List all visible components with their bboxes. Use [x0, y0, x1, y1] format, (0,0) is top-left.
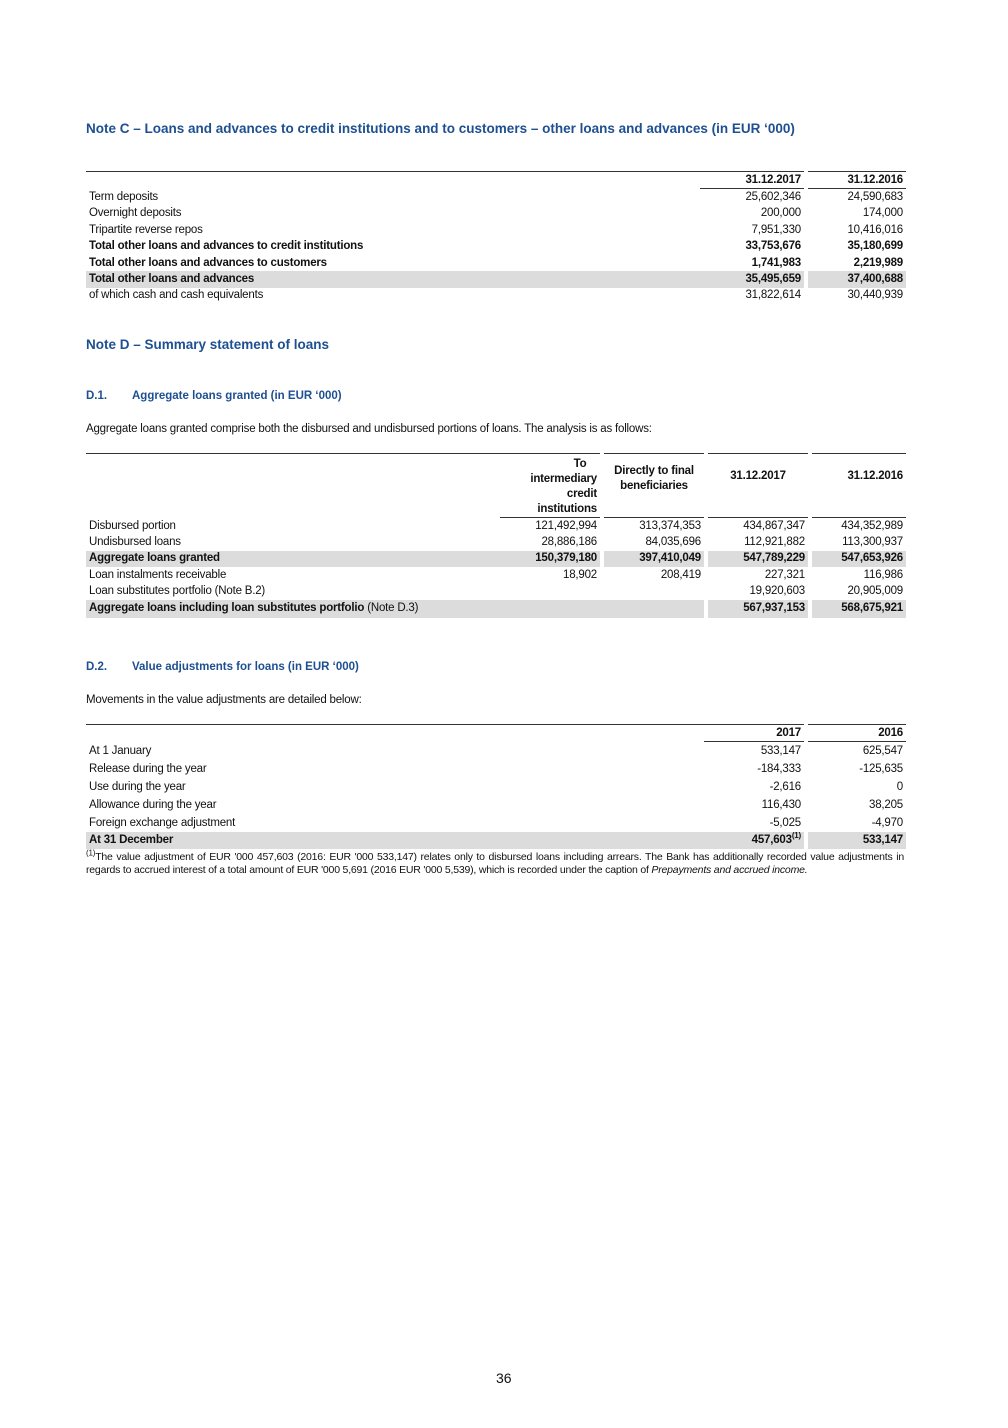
footnote-caption: Prepayments and accrued income.: [651, 864, 808, 876]
table-row-total: Aggregate loans including loan substitutes portfolio (Note D.3) 567,937,153 568,675,921: [86, 600, 906, 618]
d2-intro: Movements in the value adjustments are detailed below:: [86, 694, 362, 706]
d1-header-direct: Directly to final beneficiaries: [604, 453, 704, 518]
table-row: Allowance during the year 116,430 38,205: [89, 798, 903, 811]
note-c-header-2017: 31.12.2017: [700, 171, 804, 189]
table-row: Foreign exchange adjustment -5,025 -4,970: [89, 816, 903, 829]
d1-number: D.1.: [86, 390, 108, 402]
table-row: Total other loans and advances to credit institutions 33,753,676 35,180,699: [89, 240, 903, 253]
d1-intro: Aggregate loans granted comprise both the disbursed and undisbursed portions of loans. The analysis is as follows:: [86, 423, 652, 435]
table-row: Overnight deposits 200,000 174,000: [89, 207, 903, 220]
footnote-text: The value adjustment of EUR '000 457,603 (2016: EUR '000 533,147) relates only to disbursed loans including arrears. The Bank has additionally recorded value adjustments in regards to accrued interest of a total amount of EUR '000 5,691 (2016 EUR '000 5,539), which is recorded under the caption of: [86, 851, 904, 876]
table-row: Term deposits 25,602,346 24,590,683: [89, 191, 903, 204]
table-row: At 1 January 533,147 625,547: [89, 744, 903, 757]
d2-footnote: [86, 848, 904, 877]
table-row: of which cash and cash equivalents 31,822,614 30,440,939: [89, 289, 903, 302]
page-number: 36: [496, 1370, 512, 1386]
note-c-title: Note C – Loans and advances to credit institutions and to customers – other loans and advances (in EUR ‘000): [86, 121, 795, 136]
table-row: Tripartite reverse repos 7,951,330 10,416,016: [89, 223, 903, 236]
table-row: Undisbursed loans 28,886,186 84,035,696 112,921,882 113,300,937: [89, 536, 903, 549]
table-row-total: At 31 December 457,603$^{(1)}$ 533,147: [86, 832, 906, 848]
d1-header-intermediary: To intermediary credit institutions: [500, 453, 600, 518]
d1-title: Aggregate loans granted (in EUR ‘000): [132, 390, 342, 402]
note-d-title: Note D – Summary statement of loans: [86, 337, 330, 352]
d2-header-2017: 2017: [704, 724, 804, 742]
table-row-total: Aggregate loans granted 150,379,180 397,410,049 547,789,229 547,653,926: [86, 551, 906, 567]
table-row: Disbursed portion 121,492,994 313,374,353 434,867,347 434,352,989: [89, 519, 903, 532]
d2-heading: [86, 661, 359, 673]
note-c-table: [86, 171, 906, 304]
table-row: Loan substitutes portfolio (Note B.2) 19,920,603 20,905,009: [89, 585, 903, 598]
d1-table: [86, 453, 906, 618]
d1-header-2017: 31.12.2017: [708, 453, 808, 518]
note-c-header-2016: 31.12.2016: [808, 171, 906, 189]
d1-heading: [86, 390, 342, 402]
table-row-total: Total other loans and advances 35,495,659 37,400,688: [86, 271, 906, 287]
table-row: Release during the year -184,333 -125,635: [89, 762, 903, 775]
table-row: Use during the year -2,616 0: [89, 780, 903, 793]
d2-number: D.2.: [86, 661, 108, 673]
d2-header-2016: 2016: [808, 724, 906, 742]
d1-header-2016: 31.12.2016: [812, 453, 906, 518]
d2-table: [86, 724, 906, 849]
table-row: Total other loans and advances to customers 1,741,983 2,219,989: [89, 256, 903, 269]
table-row: Loan instalments receivable 18,902 208,419 227,321 116,986: [89, 568, 903, 581]
footnote-marker: (1): [86, 848, 96, 858]
d2-title: Value adjustments for loans (in EUR ‘000): [132, 661, 359, 673]
